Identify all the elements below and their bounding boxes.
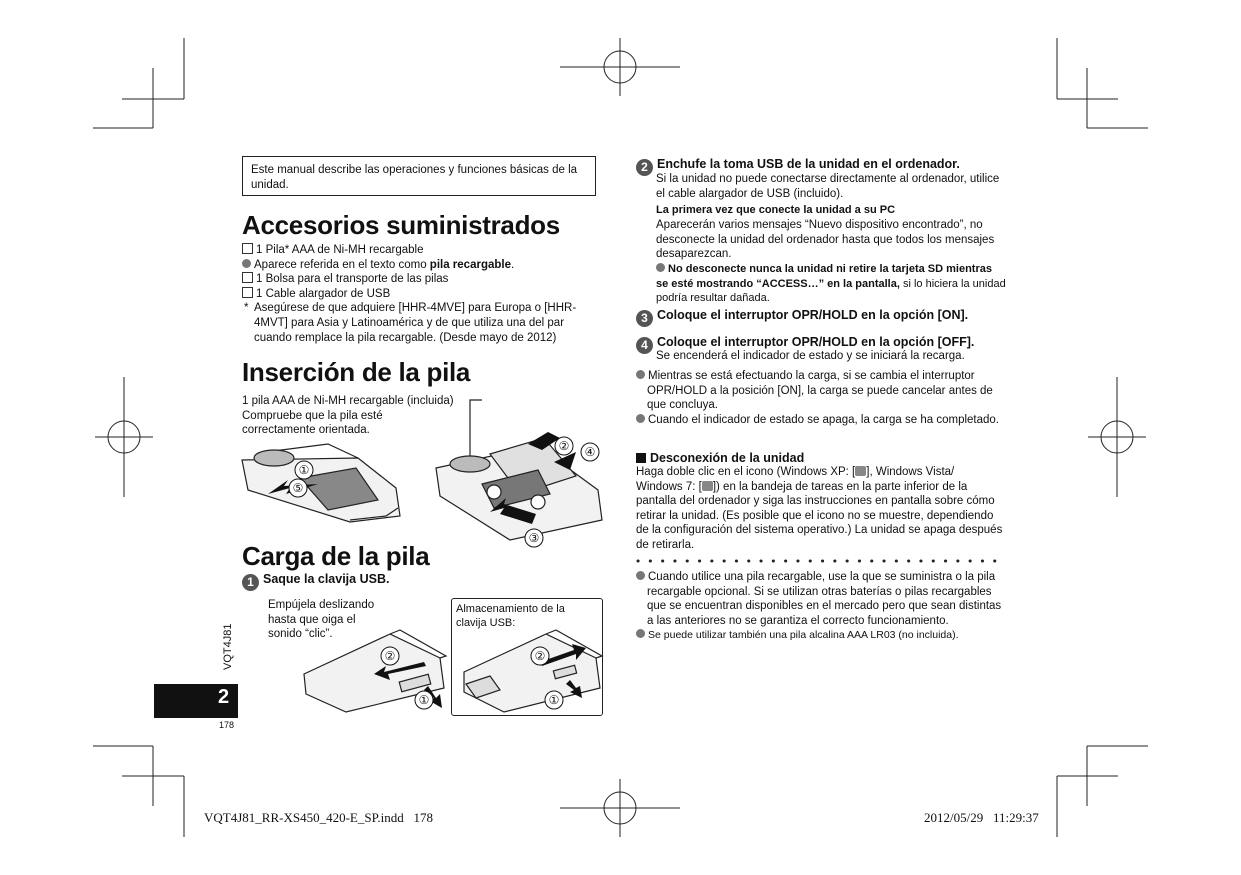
disconnect-text: Haga doble clic en el icono (Windows XP: [ ], Windows Vista/ Windows 7: [ ]) en la bandeja de tareas en la parte inferior de la pantalla del ordenador y siga las instrucciones en pantalla sobre cómo retirar la unidad. (Es posible que el icono no se muestre, dependiendo de la configuración del sistema operativo.) La unidad se apaga después de retirarla. (636, 466, 1003, 551)
note-item: Se puede utilizar también una pila alcalina AAA LR03 (no incluida). (636, 628, 1006, 643)
checkbox-icon (242, 287, 253, 298)
intro-text: Este manual describe las operaciones y funciones básicas de la unidad. (251, 164, 578, 191)
fig-label: ② (534, 649, 546, 663)
disconnect-title: Desconexión de la unidad (636, 450, 804, 466)
bullet-icon (636, 370, 645, 379)
fig-label: ① (418, 693, 430, 707)
fig-label: ② (384, 649, 396, 663)
page-number: 178 (219, 720, 235, 730)
dotted-separator (636, 558, 1006, 564)
checkbox-icon (242, 272, 253, 283)
first-time-title: La primera vez que conecte la unidad a su PC (656, 204, 896, 216)
model-code: VQT4J81 (222, 623, 234, 670)
square-icon (636, 453, 646, 463)
fig-label: ③ (528, 531, 540, 545)
accesorio-footnote: * Asegúrese de que adquiere [HHR-4MVE] para Europa o [HHR-4MVT] para Asia y Latinoamérica y de que utiliza una del par cuando remplace la pila recargable. (Desde mayo de 2012) (244, 302, 577, 344)
footer-timestamp: 2012/05/29 11:29:37 (924, 810, 1039, 825)
step2-text: Si la unidad no puede conectarse directamente al ordenador, utilice el cable alargador de USB (incluido). (656, 173, 1000, 200)
storage-caption: Almacenamiento de la clavija USB: (456, 603, 565, 629)
bullet-icon (242, 259, 251, 268)
fig-label: ② (558, 439, 570, 453)
battery-insertion-illustration (238, 398, 608, 548)
charge-notes (636, 369, 1006, 427)
note-item: Mientras se está efectuando la carga, si se cambia el interruptor OPR/HOLD a la posición [ON], la carga se puede cancelar antes de que concluya. (636, 369, 1006, 413)
bullet-icon (636, 629, 645, 638)
accesorios-list (242, 243, 602, 345)
safely-remove-icon (855, 466, 866, 476)
usb-plug-illustration (300, 628, 605, 716)
step4-heading: 4 Coloque el interruptor OPR/HOLD en la opción [OFF]. (636, 334, 974, 354)
warning-note: No desconecte nunca la unidad ni retire la tarjeta SD mientras se esté mostrando “ACCESS…” en la pantalla, si lo hiciera la unidad podría resultar dañada. (656, 263, 1006, 305)
bullet-icon (656, 263, 665, 272)
footer-filename: VQT4J81_RR-XS450_420-E_SP.indd 178 (204, 810, 433, 825)
fig-label: ④ (584, 445, 596, 459)
step4-text: Se encenderá el indicador de estado y se iniciará la recarga. (656, 350, 965, 362)
bullet-icon (636, 571, 645, 580)
accesorio-item: 1 Pila* AAA de Ni-MH recargable (242, 243, 602, 258)
fig-label: ① (298, 463, 310, 477)
push-caption: Empújela deslizando hasta que oiga el sonido “clic”. (268, 599, 375, 641)
fig-label: ⑤ (292, 481, 304, 495)
bullet-icon (636, 414, 645, 423)
fig-label: ① (548, 693, 560, 707)
step-number-icon: 1 (242, 574, 259, 591)
accesorio-note: Aparece referida en el texto como pila recargable. (242, 258, 602, 273)
step3-heading: 3 Coloque el interruptor OPR/HOLD en la opción [ON]. (636, 307, 968, 327)
accesorios-title: Accesorios suministrados (242, 210, 560, 240)
checkbox-icon (242, 243, 253, 254)
carga-step1: 1 Saque la clavija USB. (242, 571, 389, 591)
accesorio-item: 1 Cable alargador de USB (242, 287, 602, 302)
accesorio-item: 1 Bolsa para el transporte de las pilas (242, 272, 602, 287)
chapter-tab-number: 2 (218, 686, 230, 708)
insercion-caption: 1 pila AAA de Ni-MH recargable (incluida) Compruebe que la pila esté correctamente orientada. (242, 395, 454, 437)
carga-title: Carga de la pila (242, 541, 430, 571)
step2-heading: 2 Enchufe la toma USB de la unidad en el ordenador. (636, 156, 960, 176)
insercion-title: Inserción de la pila (242, 357, 471, 387)
step-number-icon: 4 (636, 337, 653, 354)
intro-box (242, 156, 596, 196)
step-number-icon: 2 (636, 159, 653, 176)
safely-remove-icon (702, 481, 713, 491)
battery-notes (636, 570, 1006, 643)
first-time-text: Aparecerán varios mensajes “Nuevo dispositivo encontrado”, no desconecte la unidad del ordenador hasta que todos los mensajes desaparezcan. (656, 219, 995, 261)
note-item: Cuando utilice una pila recargable, use la que se suministra o la pila recargable opcional. Si se utilizan otras baterías o pilas recargables que se encuentran disponibles en el mercado pero que sean distintas a las anteriores no se garantiza el correcto funcionamiento. (636, 570, 1006, 628)
step-number-icon: 3 (636, 310, 653, 327)
note-item: Cuando el indicador de estado se apaga, la carga se ha completado. (636, 413, 1006, 428)
